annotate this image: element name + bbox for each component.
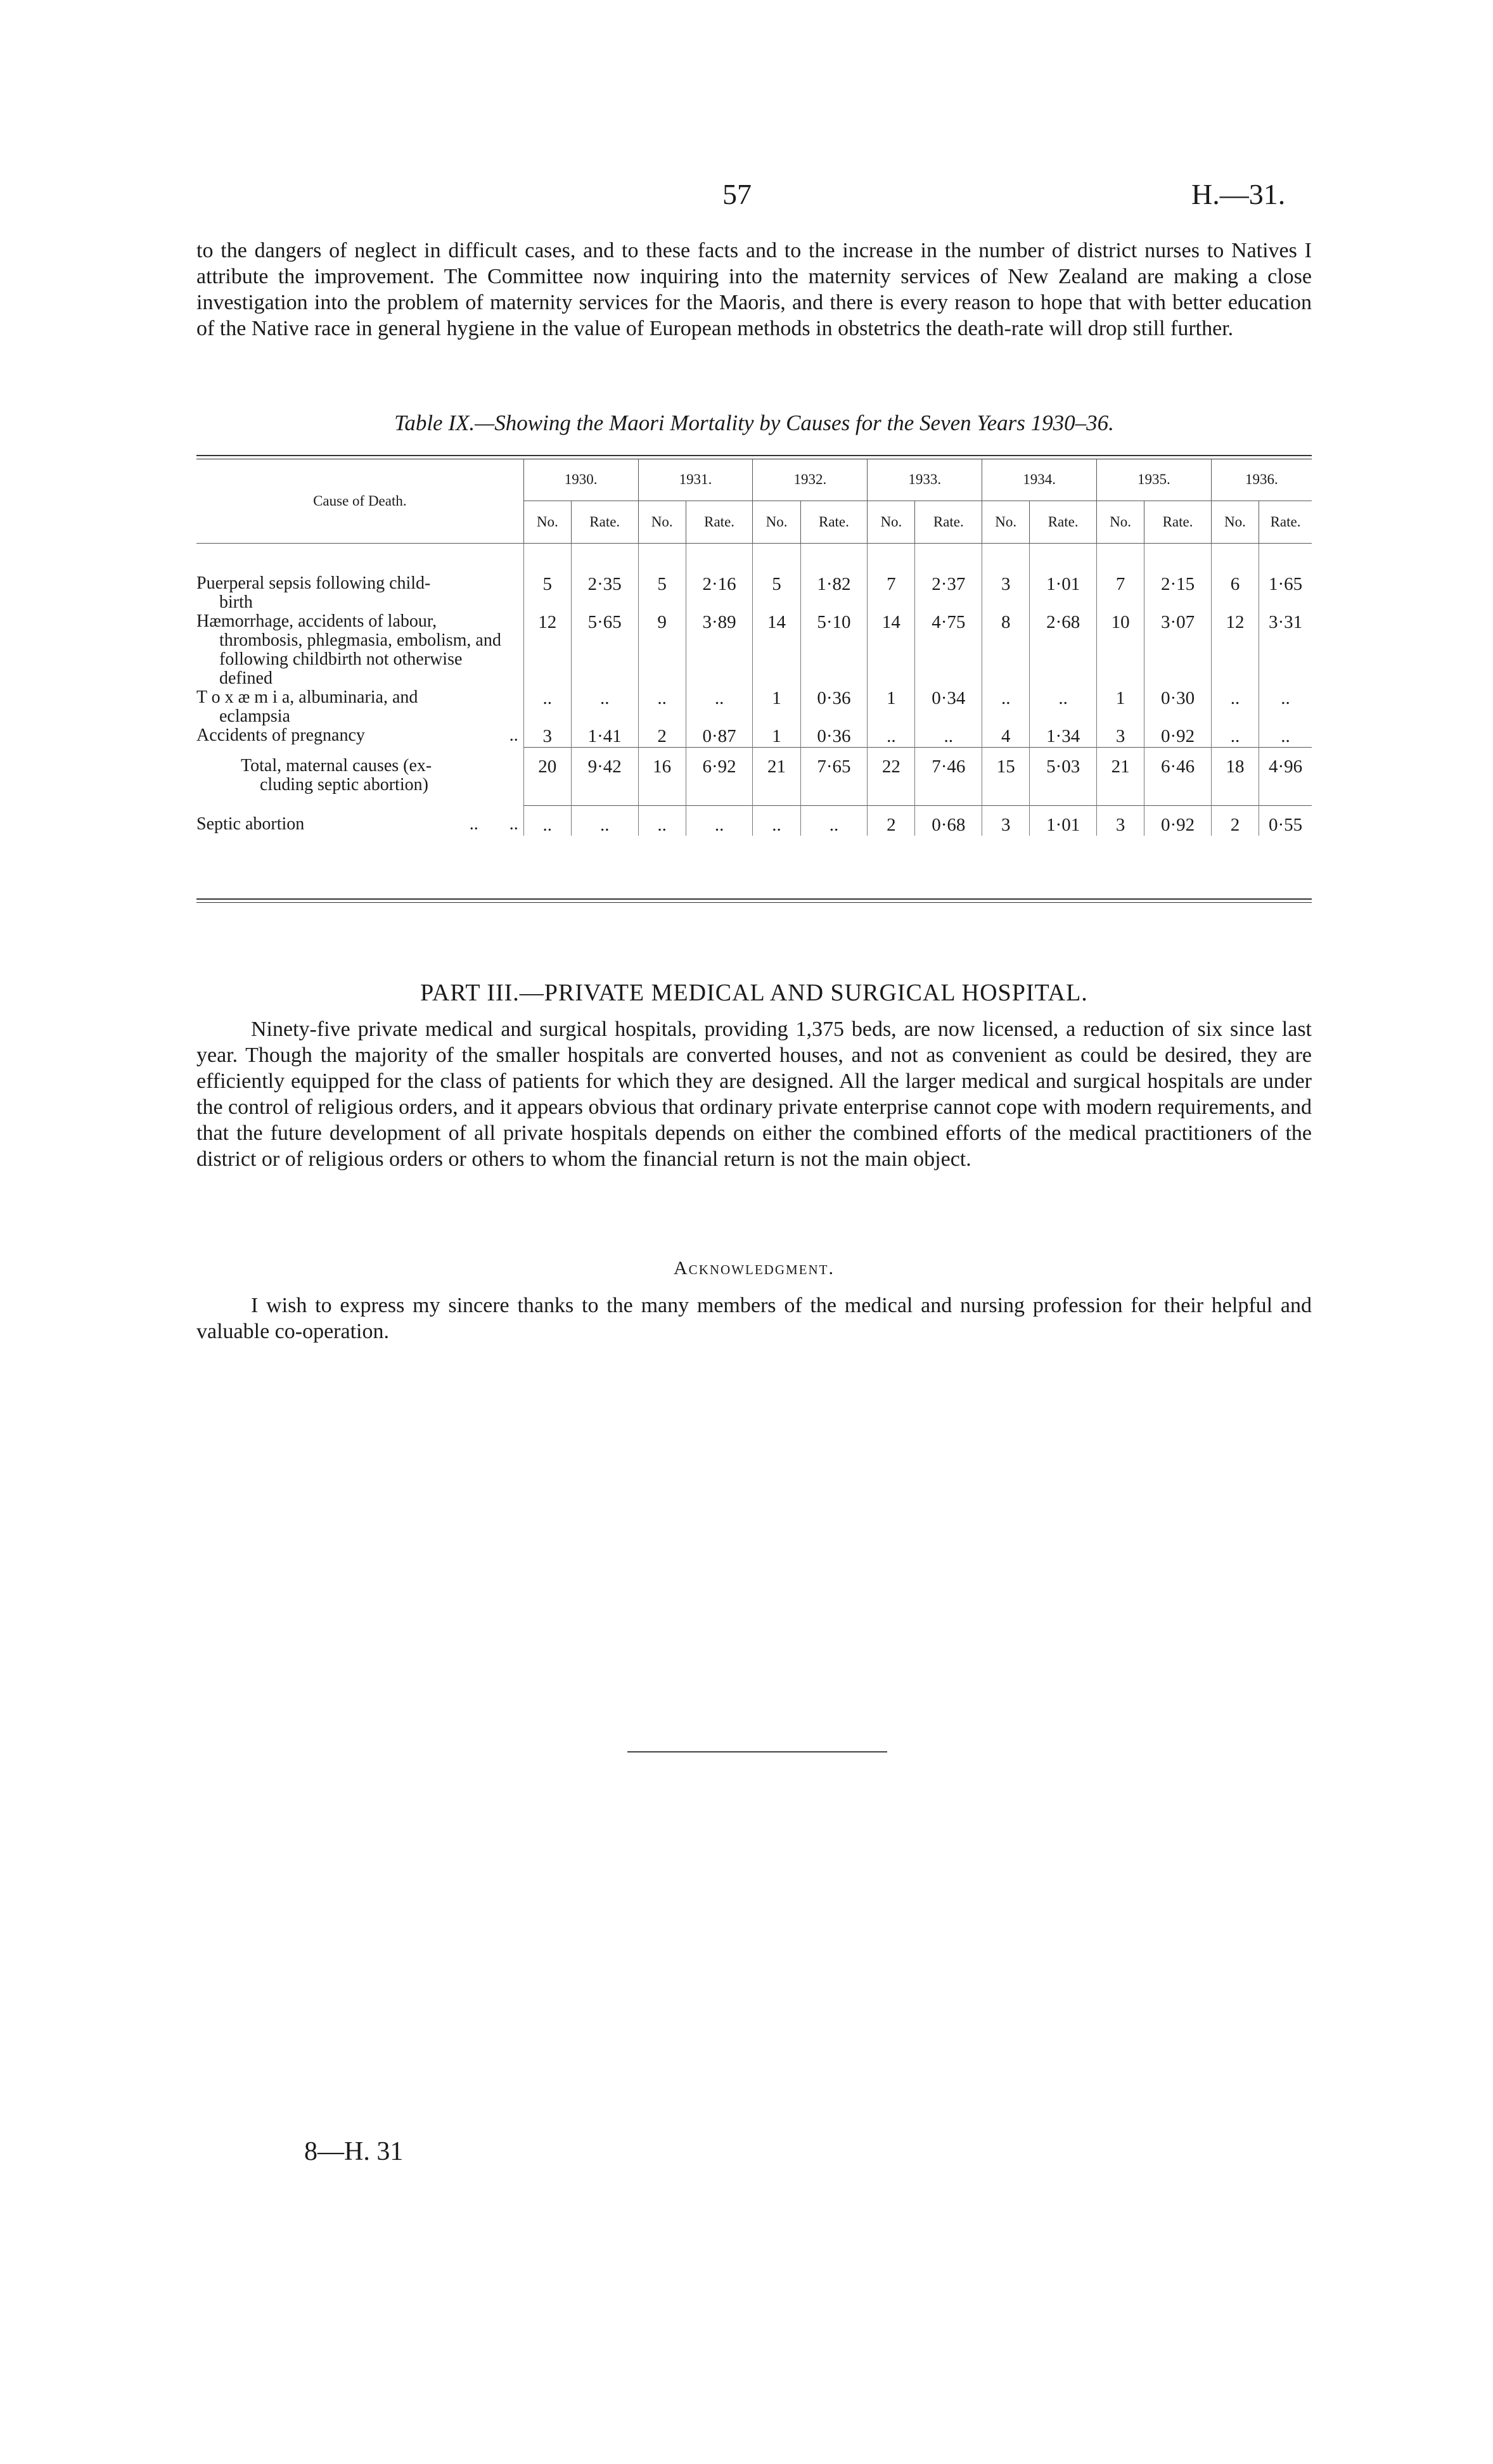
cause-continuation: thrombosis, phlegmasia, embolism, and following childbirth not otherwise defined bbox=[219, 630, 501, 688]
rate-cell: .. bbox=[571, 806, 638, 836]
count-cell: 5 bbox=[753, 574, 800, 612]
rate-cell: 0·68 bbox=[915, 806, 982, 836]
rate-cell: 1·34 bbox=[1030, 726, 1097, 748]
acknowledgment-title: Acknowledgment. bbox=[674, 1258, 835, 1279]
count-cell: 1 bbox=[1097, 688, 1144, 726]
cause-cell bbox=[196, 748, 523, 806]
rate-cell: 0·92 bbox=[1144, 806, 1212, 836]
count-cell: 2 bbox=[1211, 806, 1259, 836]
cause-of-death-header: Cause of Death. bbox=[196, 459, 523, 544]
rate-cell: .. bbox=[686, 806, 753, 836]
count-cell: 1 bbox=[753, 726, 800, 748]
count-cell: 12 bbox=[523, 612, 571, 688]
rate-cell: 1·01 bbox=[1030, 574, 1097, 612]
rate-cell: 0·36 bbox=[800, 688, 868, 726]
rate-cell: 1·41 bbox=[571, 726, 638, 748]
count-cell: 1 bbox=[753, 688, 800, 726]
no-subheader: No. bbox=[523, 501, 571, 544]
mortality-table-body bbox=[196, 544, 1312, 836]
count-cell: 18 bbox=[1211, 748, 1259, 806]
rate-cell: 7·65 bbox=[800, 748, 868, 806]
cause-first-line bbox=[196, 726, 518, 745]
table-top-rule bbox=[196, 455, 1312, 456]
count-cell: 22 bbox=[868, 748, 915, 806]
cause-cell bbox=[196, 806, 523, 836]
rate-subheader: Rate. bbox=[1030, 501, 1097, 544]
cause-text: Accidents of pregnancy bbox=[196, 725, 365, 745]
rate-cell: 7·46 bbox=[915, 748, 982, 806]
year-header: 1931. bbox=[638, 459, 753, 501]
cause-first-line bbox=[196, 688, 518, 707]
year-header: 1936. bbox=[1211, 459, 1312, 501]
acknowledgment-paragraph: I wish to express my sincere thanks to the many members of the medical and nursing profession for their helpful and valuable co-operation. bbox=[196, 1294, 1312, 1343]
count-cell: 8 bbox=[982, 612, 1030, 688]
rate-cell: 2·68 bbox=[1030, 612, 1097, 688]
count-cell: 3 bbox=[1097, 726, 1144, 748]
rate-cell: 0·55 bbox=[1259, 806, 1312, 836]
footer-code: 8—H. 31 bbox=[304, 2137, 404, 2166]
count-cell: 1 bbox=[868, 688, 915, 726]
cause-cell bbox=[196, 612, 523, 688]
no-subheader: No. bbox=[868, 501, 915, 544]
cause-continuation: cluding septic abortion) bbox=[260, 774, 428, 795]
mortality-table bbox=[196, 459, 1312, 836]
cause-text: T o x æ m i a, albuminaria, and bbox=[196, 687, 418, 707]
count-cell: 20 bbox=[523, 748, 571, 806]
rate-cell: .. bbox=[1259, 688, 1312, 726]
rate-cell: 1·65 bbox=[1259, 574, 1312, 612]
no-subheader: No. bbox=[1211, 501, 1259, 544]
cause-cell bbox=[196, 574, 523, 612]
count-cell: 6 bbox=[1211, 574, 1259, 612]
table-row bbox=[196, 688, 1312, 726]
part-three-title: PART III.—PRIVATE MEDICAL AND SURGICAL HOSPITAL. bbox=[420, 980, 1088, 1006]
spacer-row bbox=[196, 544, 1312, 575]
count-cell: 4 bbox=[982, 726, 1030, 748]
count-cell: 7 bbox=[868, 574, 915, 612]
cause-continuation: eclampsia bbox=[219, 706, 290, 726]
cause-text: Puerperal sepsis following child- bbox=[196, 573, 431, 593]
count-cell: .. bbox=[982, 688, 1030, 726]
count-cell: .. bbox=[523, 806, 571, 836]
count-cell: 21 bbox=[1097, 748, 1144, 806]
count-cell: .. bbox=[1211, 688, 1259, 726]
cause-first-line bbox=[196, 574, 518, 593]
rate-cell: 2·35 bbox=[571, 574, 638, 612]
count-cell: 5 bbox=[523, 574, 571, 612]
rate-cell: .. bbox=[686, 688, 753, 726]
rate-subheader: Rate. bbox=[1144, 501, 1212, 544]
rate-cell: 0·92 bbox=[1144, 726, 1212, 748]
rate-cell: 9·42 bbox=[571, 748, 638, 806]
cause-first-line bbox=[196, 756, 518, 776]
count-cell: 3 bbox=[982, 806, 1030, 836]
rate-cell: 2·37 bbox=[915, 574, 982, 612]
year-header: 1932. bbox=[753, 459, 868, 501]
no-subheader: No. bbox=[638, 501, 686, 544]
count-cell: .. bbox=[753, 806, 800, 836]
table-row bbox=[196, 806, 1312, 836]
rate-cell: 4·96 bbox=[1259, 748, 1312, 806]
table-row bbox=[196, 748, 1312, 806]
part-three-paragraph: Ninety-five private medical and surgical hospitals, providing 1,375 beds, are now licensed, a reduction of six since last year. Though the majority of the smaller hospitals are converted houses, and not as convenient as could be desired, they are efficiently equipped for the class of patients for which they are designed. All the larger medical and surgical hospitals are under the control of religious orders, and it appears obvious that ordinary private enterprise cannot cope with modern requirements, and that the future development of all private hospitals depends on either the combined efforts of the medical practitioners of the district or of religious orders or others to whom the financial return is not the main object. bbox=[196, 1018, 1312, 1171]
table-caption: Table IX.—Showing the Maori Mortality by Causes for the Seven Years 1930–36. bbox=[394, 411, 1114, 435]
count-cell: 5 bbox=[638, 574, 686, 612]
rate-cell: .. bbox=[571, 688, 638, 726]
count-cell: .. bbox=[1211, 726, 1259, 748]
intro-paragraph: to the dangers of neglect in difficult cases, and to these facts and to the increase in the number of district nurses to Natives I attribute the improvement. The Committee now inquiring into the maternity services of New Zealand are making a close investigation into the problem of maternity services for the Maoris, and there is every reason to hope that with better education of the Native race in general hygiene in the value of European methods in obstetrics the death-rate will drop still further. bbox=[196, 239, 1312, 340]
rate-cell: 0·34 bbox=[915, 688, 982, 726]
rate-cell: 1·01 bbox=[1030, 806, 1097, 836]
cause-cell bbox=[196, 726, 523, 748]
count-cell: .. bbox=[638, 806, 686, 836]
count-cell: 2 bbox=[868, 806, 915, 836]
rate-cell: 2·15 bbox=[1144, 574, 1212, 612]
count-cell: 15 bbox=[982, 748, 1030, 806]
year-header: 1930. bbox=[523, 459, 638, 501]
cause-text: Septic abortion bbox=[196, 814, 305, 834]
count-cell: 9 bbox=[638, 612, 686, 688]
count-cell: 16 bbox=[638, 748, 686, 806]
rate-cell: 3·07 bbox=[1144, 612, 1212, 688]
rate-subheader: Rate. bbox=[915, 501, 982, 544]
count-cell: 7 bbox=[1097, 574, 1144, 612]
rate-cell: 1·82 bbox=[800, 574, 868, 612]
count-cell: 3 bbox=[1097, 806, 1144, 836]
cause-text: Total, maternal causes (ex- bbox=[241, 755, 432, 776]
rate-cell: 5·65 bbox=[571, 612, 638, 688]
table-row bbox=[196, 726, 1312, 748]
section-divider bbox=[627, 1751, 887, 1752]
no-subheader: No. bbox=[1097, 501, 1144, 544]
rate-cell: .. bbox=[915, 726, 982, 748]
table-row bbox=[196, 612, 1312, 688]
leader-dots: .. .. bbox=[469, 814, 518, 834]
cause-first-line bbox=[196, 612, 518, 631]
count-cell: 14 bbox=[753, 612, 800, 688]
count-cell: .. bbox=[638, 688, 686, 726]
rate-cell: 2·16 bbox=[686, 574, 753, 612]
rate-cell: 4·75 bbox=[915, 612, 982, 688]
rate-cell: 0·87 bbox=[686, 726, 753, 748]
rate-subheader: Rate. bbox=[1259, 501, 1312, 544]
cause-first-line bbox=[196, 815, 518, 834]
count-cell: 3 bbox=[982, 574, 1030, 612]
rate-cell: .. bbox=[1259, 726, 1312, 748]
count-cell: .. bbox=[523, 688, 571, 726]
count-cell: 12 bbox=[1211, 612, 1259, 688]
table-bottom-rule bbox=[196, 898, 1312, 900]
rate-cell: 3·31 bbox=[1259, 612, 1312, 688]
no-subheader: No. bbox=[982, 501, 1030, 544]
no-subheader: No. bbox=[753, 501, 800, 544]
table-row bbox=[196, 574, 1312, 612]
count-cell: 10 bbox=[1097, 612, 1144, 688]
cause-cell bbox=[196, 688, 523, 726]
table-bottom-rule-inner bbox=[196, 902, 1312, 903]
count-cell: 14 bbox=[868, 612, 915, 688]
rate-cell: 6·92 bbox=[686, 748, 753, 806]
year-header: 1934. bbox=[982, 459, 1097, 501]
cause-continuation: birth bbox=[219, 592, 253, 612]
rate-cell: 3·89 bbox=[686, 612, 753, 688]
document-reference: H.—31. bbox=[1191, 178, 1286, 210]
rate-subheader: Rate. bbox=[571, 501, 638, 544]
count-cell: 21 bbox=[753, 748, 800, 806]
cause-text: Hæmorrhage, accidents of labour, bbox=[196, 611, 437, 631]
count-cell: .. bbox=[868, 726, 915, 748]
rate-cell: 0·36 bbox=[800, 726, 868, 748]
count-cell: 2 bbox=[638, 726, 686, 748]
rate-cell: 0·30 bbox=[1144, 688, 1212, 726]
leader-dots: .. bbox=[509, 725, 518, 745]
count-cell: 3 bbox=[523, 726, 571, 748]
rate-cell: 5·10 bbox=[800, 612, 868, 688]
rate-subheader: Rate. bbox=[800, 501, 868, 544]
rate-cell: 6·46 bbox=[1144, 748, 1212, 806]
rate-cell: 5·03 bbox=[1030, 748, 1097, 806]
year-header: 1933. bbox=[868, 459, 982, 501]
rate-cell: .. bbox=[800, 806, 868, 836]
rate-subheader: Rate. bbox=[686, 501, 753, 544]
year-header: 1935. bbox=[1097, 459, 1212, 501]
page-number: 57 bbox=[722, 178, 752, 210]
rate-cell: .. bbox=[1030, 688, 1097, 726]
